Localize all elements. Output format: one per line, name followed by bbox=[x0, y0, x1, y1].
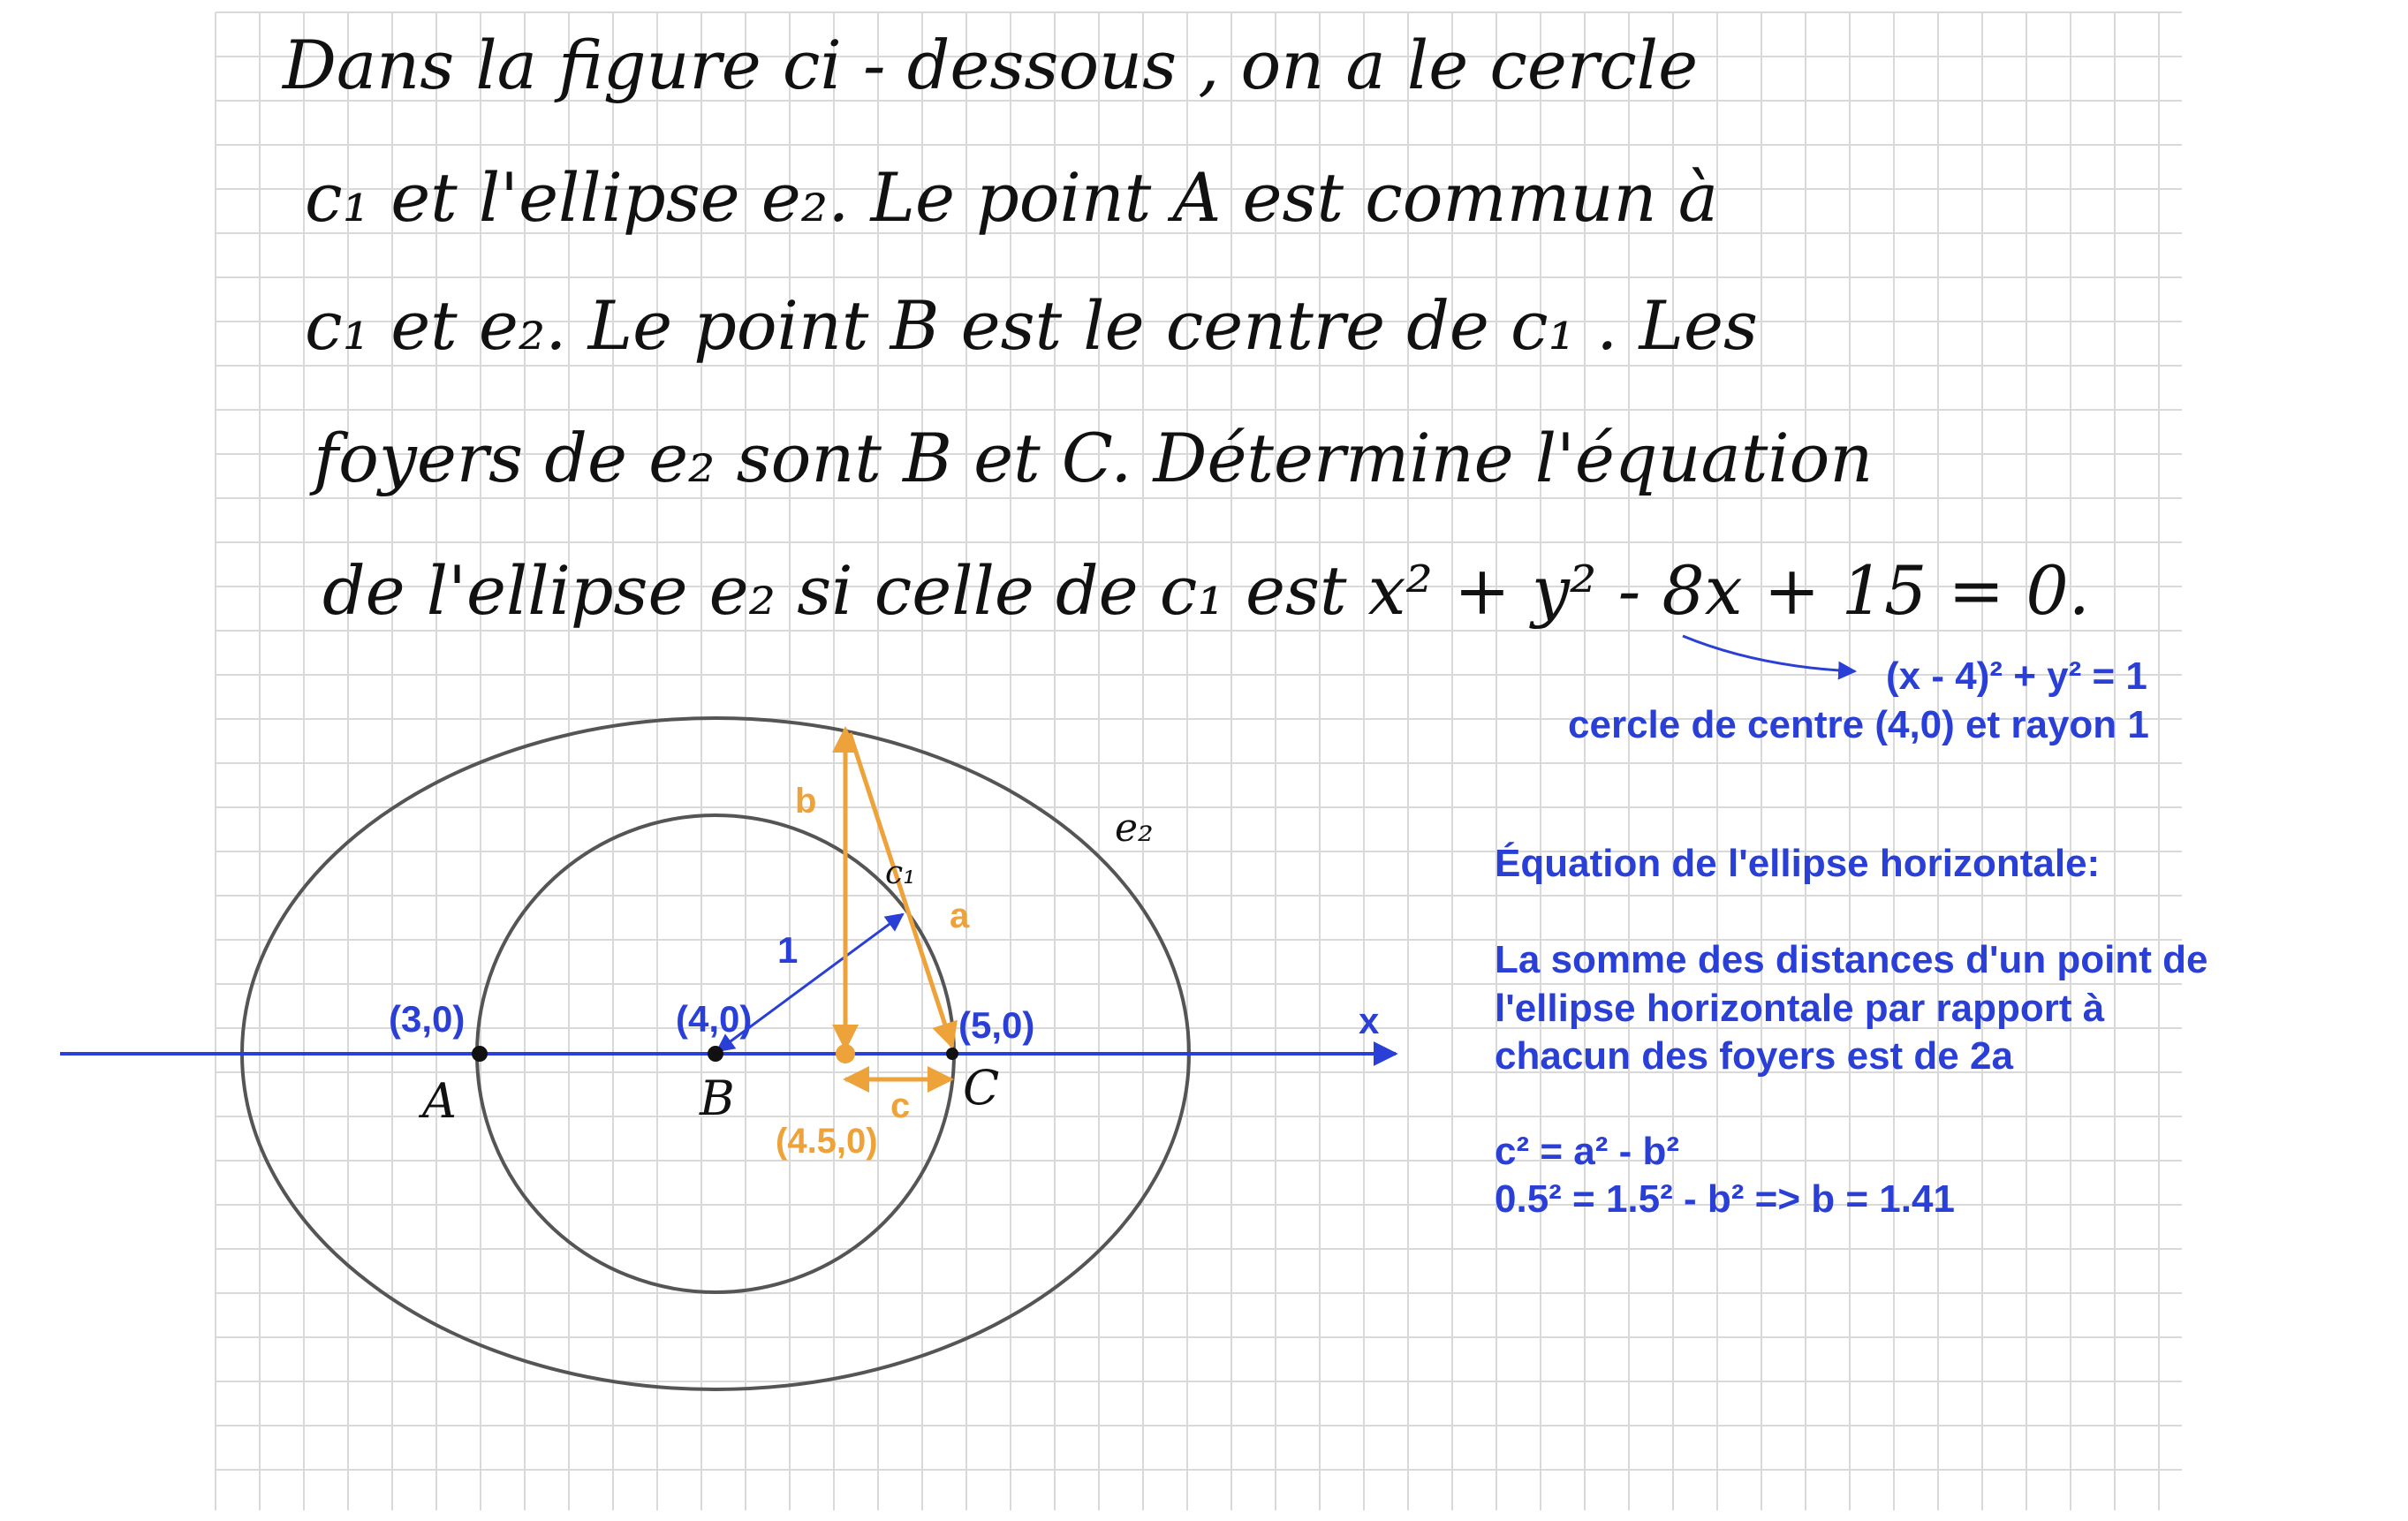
point-b-dot bbox=[708, 1046, 723, 1062]
point-c-coord: (5,0) bbox=[958, 1004, 1035, 1046]
c1-label: c₁ bbox=[885, 855, 916, 891]
c-label: c bbox=[890, 1086, 911, 1125]
problem-line-3: c₁ et e₂. Le point B est le centre de c₁ . Les bbox=[305, 286, 1758, 365]
e2-label: e₂ bbox=[1115, 806, 1154, 851]
problem-line-2: c₁ et l'ellipse e₂. Le point A est commun à bbox=[305, 158, 1719, 237]
solution-notes bbox=[1495, 841, 2208, 1221]
a-label: a bbox=[950, 897, 970, 935]
notes-line-3: chacun des foyers est de 2a bbox=[1495, 1034, 2013, 1078]
point-b-label: B bbox=[700, 1071, 735, 1126]
radius-label: 1 bbox=[777, 929, 799, 971]
point-a-dot bbox=[472, 1046, 488, 1062]
notes-equation-1: c² = a² - b² bbox=[1495, 1130, 1680, 1173]
notes-equation-2: 0.5² = 1.5² - b² => b = 1.41 bbox=[1495, 1177, 1955, 1221]
annotation-arrow bbox=[1683, 636, 1855, 671]
ellipse-center-coord: (4.5,0) bbox=[776, 1122, 878, 1161]
circle-description: cercle de centre (4,0) et rayon 1 bbox=[1568, 703, 2149, 746]
notes-line-1: La somme des distances d'un point de bbox=[1495, 938, 2208, 981]
ellipse-center-dot bbox=[836, 1044, 855, 1063]
point-c-label: C bbox=[963, 1060, 1000, 1116]
point-c-dot bbox=[946, 1048, 958, 1060]
x-axis-label: x bbox=[1359, 1000, 1380, 1041]
grid-background bbox=[216, 12, 2182, 1510]
b-label: b bbox=[795, 782, 817, 821]
problem-line-4: foyers de e₂ sont B et C. Détermine l'équation bbox=[314, 419, 1874, 497]
problem-line-1: Dans la figure ci - dessous , on a le cercle bbox=[283, 26, 1699, 104]
problem-text bbox=[281, 26, 2090, 630]
notes-line-2: l'ellipse horizontale par rapport à bbox=[1495, 987, 2105, 1030]
notes-heading: Équation de l'ellipse horizontale: bbox=[1495, 842, 2101, 885]
point-a-coord: (3,0) bbox=[389, 998, 466, 1040]
point-b-coord: (4,0) bbox=[676, 998, 753, 1040]
circle-equation: (x - 4)² + y² = 1 bbox=[1886, 655, 2147, 698]
problem-line-5: de l'ellipse e₂ si celle de c₁ est x² + y² - 8x + 15 = 0. bbox=[322, 551, 2090, 630]
point-a-label: A bbox=[422, 1073, 457, 1129]
